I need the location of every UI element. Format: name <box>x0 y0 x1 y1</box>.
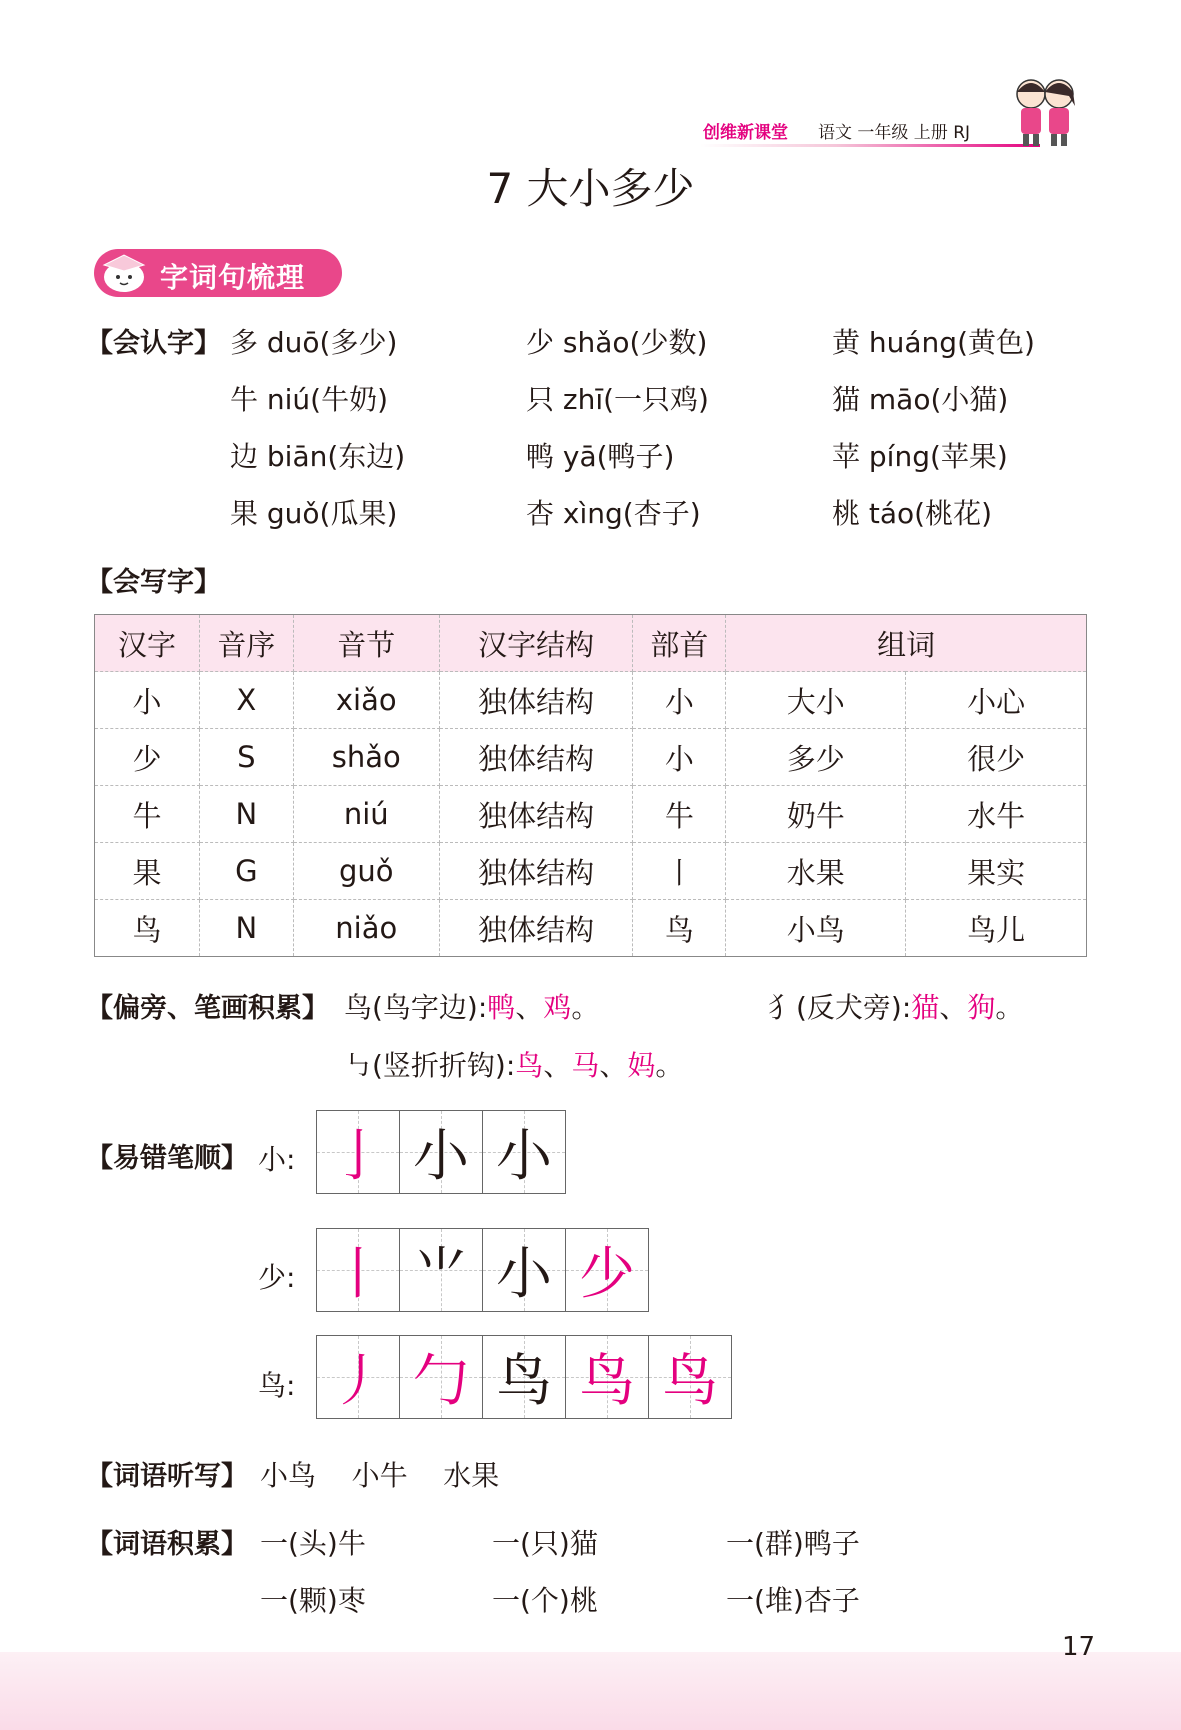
stroke-char-label: 少: <box>258 1261 296 1294</box>
section-badge <box>94 249 342 297</box>
stroke-char-label: 鸟: <box>258 1369 296 1402</box>
stroke-cell: 鸟 <box>566 1336 649 1418</box>
separator: 、 <box>939 991 968 1024</box>
stroke-cell: 鸟 <box>483 1336 566 1418</box>
radical-line-stroke <box>344 1044 683 1084</box>
recognize-item: 果 guǒ(瓜果) <box>230 497 398 530</box>
table-cell: xiǎo <box>293 672 439 729</box>
recognize-item: 杏 xìng(杏子) <box>526 497 701 530</box>
page-title: 7 大小多少 <box>486 164 695 213</box>
table-header-cell: 汉字 <box>95 615 200 672</box>
recognize-item: 牛 niú(牛奶) <box>230 383 389 416</box>
write-label: 【会写字】 <box>86 567 221 598</box>
recognize-item: 鸭 yā(鸭子) <box>526 440 675 473</box>
table-cell: 少 <box>95 729 200 786</box>
stroke-grid <box>316 1110 566 1194</box>
recognize-item: 猫 māo(小猫) <box>832 383 1009 416</box>
table-cell: niú <box>293 786 439 843</box>
table-header-cell: 音序 <box>199 615 293 672</box>
radical-prefix: ㇉(竖折折钩): <box>344 1049 516 1082</box>
separator: 、 <box>599 1049 628 1082</box>
radical-example: 鸭 <box>487 991 516 1024</box>
recognize-item: 少 shǎo(少数) <box>526 326 708 359</box>
stroke-char-label: 小: <box>258 1143 296 1176</box>
radical-example: 马 <box>571 1049 600 1082</box>
period: 。 <box>571 991 600 1024</box>
section-badge-label: 字词句梳理 <box>160 261 306 294</box>
stroke-cell: 鸟 <box>649 1336 732 1418</box>
table-cell: 鸟 <box>95 900 200 957</box>
period: 。 <box>995 991 1024 1024</box>
kids-illustration-icon <box>1005 72 1085 150</box>
recognize-item: 苹 píng(苹果) <box>832 440 1008 473</box>
table-header-cell: 组词 <box>726 615 1087 672</box>
radical-line-dog <box>768 986 1023 1026</box>
table-cell: 独体结构 <box>439 672 633 729</box>
table-cell: 水牛 <box>906 786 1087 843</box>
table-cell: 小心 <box>906 672 1087 729</box>
table-cell: 牛 <box>633 786 726 843</box>
radicals-label: 【偏旁、笔画积累】 <box>86 993 329 1024</box>
table-cell: 水果 <box>726 843 906 900</box>
stroke-cell: 小 <box>483 1229 566 1311</box>
table-cell: 小 <box>633 672 726 729</box>
period: 。 <box>655 1049 684 1082</box>
table-row <box>95 672 1087 729</box>
table-cell: N <box>199 900 293 957</box>
table-cell: 奶牛 <box>726 786 906 843</box>
recognize-label: 【会认字】 <box>86 328 221 359</box>
accumulate-item: 一(只)猫 <box>492 1527 598 1560</box>
table-row <box>95 786 1087 843</box>
table-cell: N <box>199 786 293 843</box>
recognize-item: 边 biān(东边) <box>230 440 406 473</box>
table-cell: 大小 <box>726 672 906 729</box>
radical-example: 鸟 <box>515 1049 544 1082</box>
separator: 、 <box>515 991 544 1024</box>
table-header-cell: 音节 <box>293 615 439 672</box>
radical-prefix: 鸟(鸟字边): <box>344 991 488 1024</box>
table-row <box>95 900 1087 957</box>
stroke-grid <box>316 1335 732 1419</box>
table-cell: G <box>199 843 293 900</box>
table-cell: 果 <box>95 843 200 900</box>
radical-example: 妈 <box>627 1049 656 1082</box>
table-cell: 独体结构 <box>439 843 633 900</box>
table-header-cell: 部首 <box>633 615 726 672</box>
radical-example: 猫 <box>911 991 940 1024</box>
table-cell: X <box>199 672 293 729</box>
recognize-item: 多 duō(多少) <box>230 326 398 359</box>
recognize-item: 黄 huáng(黄色) <box>832 326 1035 359</box>
table-cell: 牛 <box>95 786 200 843</box>
table-cell: 独体结构 <box>439 729 633 786</box>
table-cell: 很少 <box>906 729 1087 786</box>
writing-table <box>94 614 1087 957</box>
header-brand: 创维新课堂 <box>703 123 788 143</box>
radical-line-bird <box>344 986 599 1026</box>
accumulate-item: 一(颗)枣 <box>260 1584 366 1617</box>
table-cell: 独体结构 <box>439 786 633 843</box>
stroke-cell: 丨 <box>317 1229 400 1311</box>
footer-band <box>0 1652 1181 1730</box>
table-cell: shǎo <box>293 729 439 786</box>
accumulate-item: 一(个)桃 <box>492 1584 598 1617</box>
stroke-grid <box>316 1228 649 1312</box>
stroke-cell: 少 <box>566 1229 649 1311</box>
table-cell: 小 <box>95 672 200 729</box>
table-cell: 丨 <box>633 843 726 900</box>
recognize-item: 桃 táo(桃花) <box>832 497 993 530</box>
page-number: 17 <box>1062 1632 1096 1662</box>
table-cell: 小鸟 <box>726 900 906 957</box>
mascot-icon <box>98 253 154 293</box>
header-divider <box>700 144 1040 147</box>
stroke-cell: ⺌ <box>400 1229 483 1311</box>
stroke-cell: 小 <box>483 1111 566 1193</box>
accumulate-item: 一(头)牛 <box>260 1527 366 1560</box>
table-cell: 小 <box>633 729 726 786</box>
table-header-row <box>95 615 1087 672</box>
table-cell: 独体结构 <box>439 900 633 957</box>
table-header-cell: 汉字结构 <box>439 615 633 672</box>
header-info: 语文 一年级 上册 RJ <box>818 123 971 143</box>
stroke-cell: 小 <box>400 1111 483 1193</box>
stroke-order-label: 【易错笔顺】 <box>86 1143 248 1174</box>
radical-example: 鸡 <box>543 991 572 1024</box>
table-cell: 果实 <box>906 843 1087 900</box>
accumulate-label: 【词语积累】 <box>86 1529 248 1560</box>
stroke-cell: 丿 <box>317 1336 400 1418</box>
radical-example: 狗 <box>967 991 996 1024</box>
table-cell: S <box>199 729 293 786</box>
dictation-words: 小鸟 小牛 水果 <box>260 1459 500 1492</box>
radical-prefix: 犭(反犬旁): <box>768 991 912 1024</box>
table-row <box>95 843 1087 900</box>
recognize-item: 只 zhī(一只鸡) <box>526 383 709 416</box>
stroke-cell: 勹 <box>400 1336 483 1418</box>
table-cell: 多少 <box>726 729 906 786</box>
table-row <box>95 729 1087 786</box>
dictation-label: 【词语听写】 <box>86 1461 248 1492</box>
table-cell: 鸟儿 <box>906 900 1087 957</box>
separator: 、 <box>543 1049 572 1082</box>
table-cell: guǒ <box>293 843 439 900</box>
table-cell: 鸟 <box>633 900 726 957</box>
accumulate-item: 一(群)鸭子 <box>726 1527 860 1560</box>
accumulate-item: 一(堆)杏子 <box>726 1584 860 1617</box>
stroke-cell: 亅 <box>317 1111 400 1193</box>
table-cell: niǎo <box>293 900 439 957</box>
